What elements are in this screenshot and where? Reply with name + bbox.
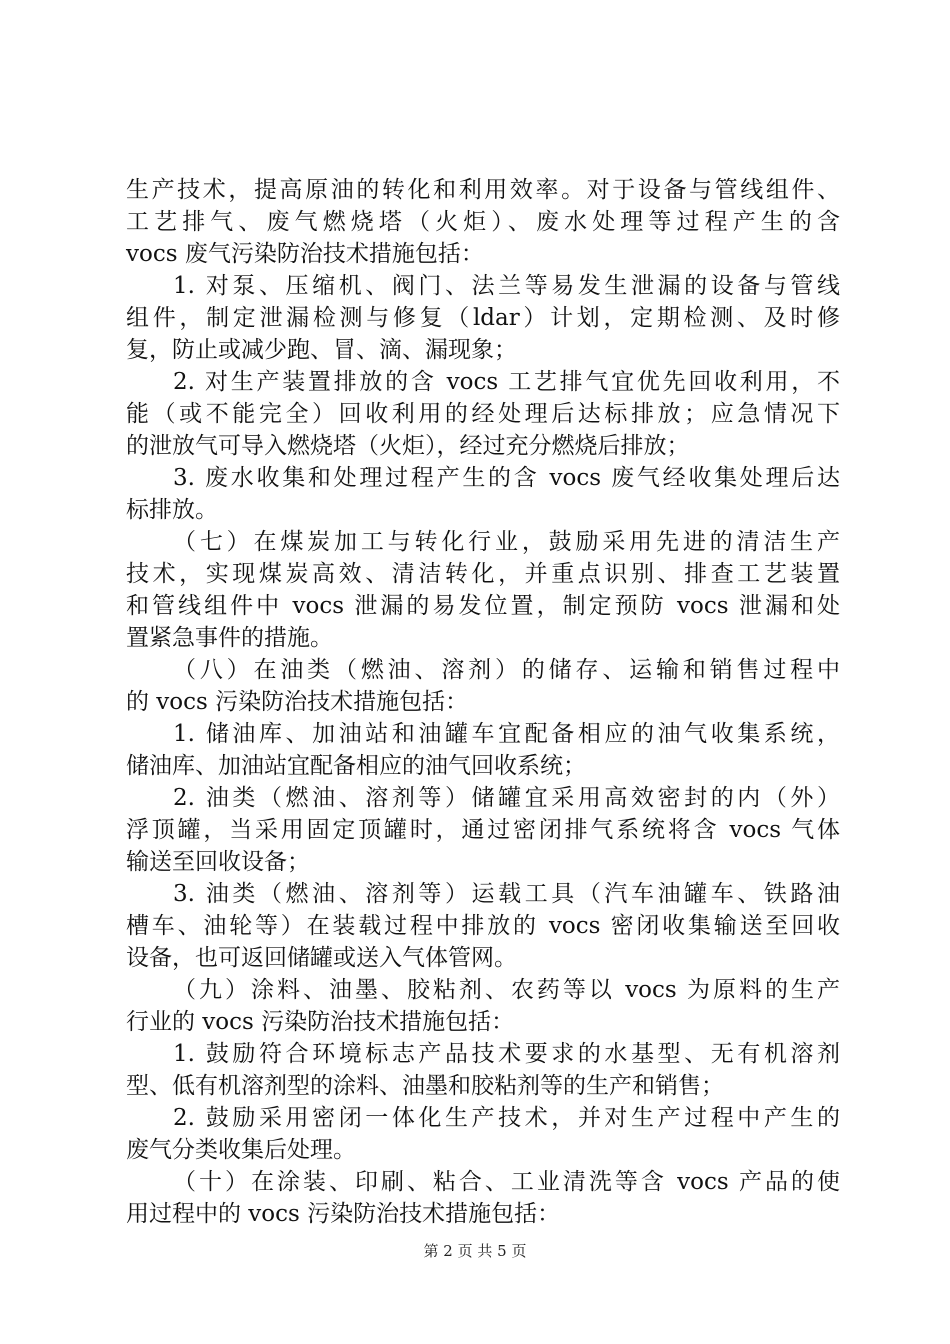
text-line: 废气分类收集后处理。: [126, 1137, 356, 1163]
text-line: 1. 鼓励符合环境标志产品技术要求的水基型、无有机溶剂: [173, 1041, 840, 1067]
text-line: 型、低有机溶剂型的涂料、油墨和胶粘剂等的生产和销售；: [126, 1073, 724, 1099]
text-line: 和管线组件中 vocs 泄漏的易发位置，制定预防 vocs 泄漏和处: [126, 593, 840, 619]
text-line: 复，防止或减少跑、冒、滴、漏现象；: [126, 337, 517, 363]
text-line: 能（或不能完全）回收利用的经处理后达标排放；应急情况下: [126, 401, 840, 427]
text-line: 组件，制定泄漏检测与修复（ldar）计划，定期检测、及时修: [126, 305, 840, 331]
text-line: 行业的 vocs 污染防治技术措施包括：: [126, 1009, 515, 1035]
text-line: 工艺排气、废气燃烧塔（火炬）、废水处理等过程产生的含: [126, 209, 840, 235]
text-line: 设备，也可返回储罐或送入气体管网。: [126, 945, 517, 971]
text-line: 的 vocs 污染防治技术措施包括：: [126, 689, 469, 715]
text-line: 浮顶罐，当采用固定顶罐时，通过密闭排气系统将含 vocs 气体: [126, 817, 840, 843]
text-line: 1. 储油库、加油站和油罐车宜配备相应的油气收集系统，: [173, 721, 840, 747]
text-line: 用过程中的 vocs 污染防治技术措施包括：: [126, 1201, 561, 1227]
page-number-label: 第 2 页 共 5 页: [423, 1242, 527, 1260]
page-footer: [0, 1241, 950, 1261]
text-line: 2. 对生产装置排放的含 vocs 工艺排气宜优先回收利用，不: [173, 369, 840, 395]
text-line: 生产技术，提高原油的转化和利用效率。对于设备与管线组件、: [126, 177, 840, 203]
text-line: 槽车、油轮等）在装载过程中排放的 vocs 密闭收集输送至回收: [126, 913, 840, 939]
text-line: 1. 对泵、压缩机、阀门、法兰等易发生泄漏的设备与管线: [173, 273, 840, 299]
text-line: （八）在油类（燃油、溶剂）的储存、运输和销售过程中: [173, 657, 840, 683]
text-line: （七）在煤炭加工与转化行业，鼓励采用先进的清洁生产: [173, 529, 840, 555]
text-line: 的泄放气可导入燃烧塔（火炬），经过充分燃烧后排放；: [126, 433, 690, 459]
text-line: 储油库、加油站宜配备相应的油气回收系统；: [126, 753, 586, 779]
text-line: 3. 油类（燃油、溶剂等）运载工具（汽车油罐车、铁路油: [173, 881, 840, 907]
text-line: 2. 鼓励采用密闭一体化生产技术，并对生产过程中产生的: [173, 1105, 840, 1131]
text-line: 输送至回收设备；: [126, 849, 310, 875]
text-line: vocs 废气污染防治技术措施包括：: [126, 241, 484, 267]
text-line: 置紧急事件的措施。: [126, 625, 333, 651]
text-line: （十）在涂装、印刷、粘合、工业清洗等含 vocs 产品的使: [173, 1169, 840, 1195]
text-line: 标排放。: [126, 497, 218, 523]
text-line: 3. 废水收集和处理过程产生的含 vocs 废气经收集处理后达: [173, 465, 840, 491]
text-line: 2. 油类（燃油、溶剂等）储罐宜采用高效密封的内（外）: [173, 785, 840, 811]
text-line: （九）涂料、油墨、胶粘剂、农药等以 vocs 为原料的生产: [173, 977, 840, 1003]
text-line: 技术，实现煤炭高效、清洁转化，并重点识别、排查工艺装置: [126, 561, 840, 587]
